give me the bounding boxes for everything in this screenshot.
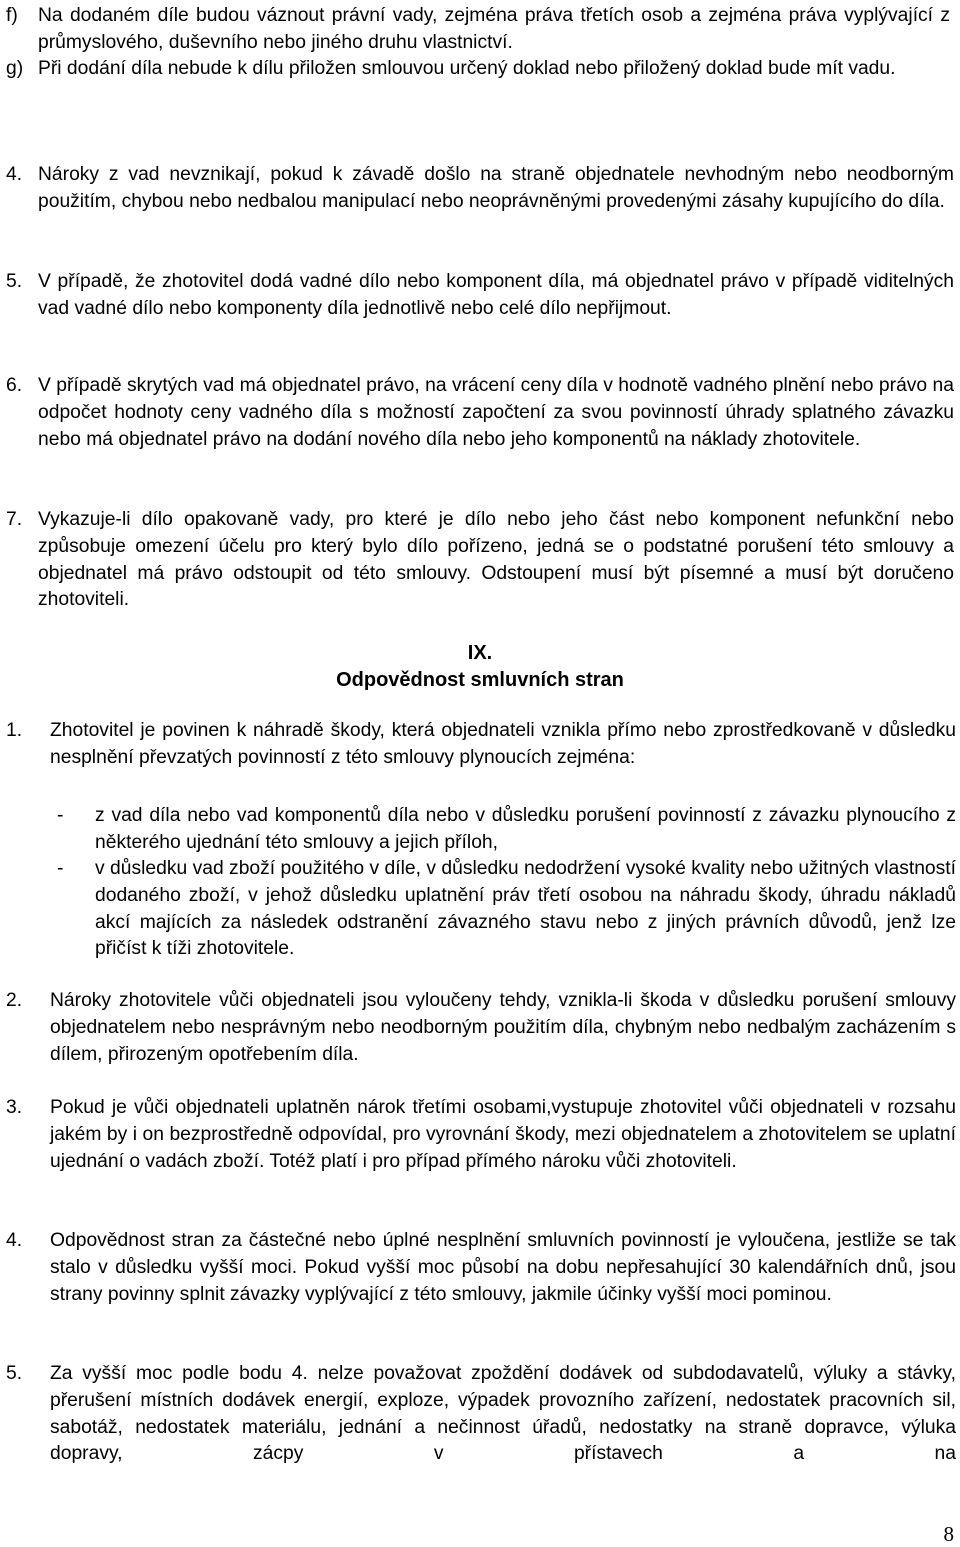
clause-7 bbox=[6, 507, 954, 614]
clause-text: Odpovědnost stran za částečné nebo úplné nesplnění smluvních povinností je vyloučena, jestliže se tak stalo v důsledku vyšší moci. Pokud vyšší moc působí na dobu nepřesahující 30 kalendářních dnů, jsou strany povinny splnit závazky vyplývající z této smlouvy, jakmile účinky vyšší moci pominou. bbox=[50, 1230, 956, 1305]
clause-ix-4 bbox=[6, 1228, 956, 1308]
bullet-item bbox=[57, 803, 956, 857]
list-item-text: Na dodaném díle budou váznout právní vady, zejména práva třetích osob a zejména práva vyplývající z průmyslového, duševního nebo jiného druhu vlastnictví. bbox=[38, 5, 950, 53]
section-number: IX. bbox=[467, 642, 493, 664]
clause-text: Nároky z vad nevznikají, pokud k závadě došlo na straně objednatele nevhodným nebo neodborným použitím, chybou nebo nedbalou manipulací nebo neoprávněnými provedenými zásahy kupujícího do díla. bbox=[38, 164, 954, 212]
clause-number: 1. bbox=[6, 720, 23, 741]
section-title: Odpovědnost smluvních stran bbox=[336, 669, 624, 691]
clause-4 bbox=[6, 162, 954, 216]
bullet-text: z vad díla nebo vad komponentů díla nebo v důsledku porušení povinností z závazku plynoucího z některého ujednání této smlouvy a jejich příloh, bbox=[95, 805, 956, 853]
clause-text: Nároky zhotovitele vůči objednateli jsou vyloučeny tehdy, vznikla-li škoda v důsledku porušení smlouvy objednatelem nebo nesprávným nebo neodborným použitím díla, chybným nebo nedbalým zacházením s dílem, přirozeným opotřebením díla. bbox=[50, 990, 956, 1065]
clause-text: V případě, že zhotovitel dodá vadné dílo nebo komponent díla, má objednatel právo v případě viditelných vad vadné dílo nebo komponenty díla jednotlivě nebo celé dílo nepřijmout. bbox=[38, 271, 954, 319]
clause-text: Zhotovitel je povinen k náhradě škody, která objednateli vznikla přímo nebo zprostředkovaně v důsledku nesplnění převzatých povinností z této smlouvy plynoucích zejména: bbox=[50, 720, 956, 768]
bullet-text: v důsledku vad zboží použitého v díle, v důsledku nedodržení vysoké kvality nebo užitných vlastností dodaného zboží, v jehož důsledku uplatnění práv třetí osobou na náhradu škody, úhradu nákladů akcí majících za následek odstranění závazného stavu nebo z jiných právních důvodů, jenž lze přičíst k tíži zhotovitele. bbox=[95, 858, 956, 960]
clause-number: 4. bbox=[6, 164, 23, 185]
clause-text: Vykazuje-li dílo opakovaně vady, pro které je dílo nebo jeho část nebo komponent nefunkční nebo způsobuje omezení účelu pro který bylo dílo pořízeno, jedná se o podstatné porušení této smlouvy a objednatel má právo odstoupit od této smlouvy. Odstoupení musí být písemné a musí být doručeno zhotoviteli. bbox=[38, 509, 954, 611]
bullet-dash: - bbox=[57, 858, 64, 879]
clause-number: 7. bbox=[6, 509, 23, 530]
clause-5 bbox=[6, 269, 954, 323]
clause-ix-2 bbox=[6, 988, 956, 1068]
clause-ix-3 bbox=[6, 1095, 956, 1175]
bullet-item bbox=[57, 856, 956, 963]
clause-number: 5. bbox=[6, 1363, 23, 1384]
clause-ix-1 bbox=[6, 718, 956, 772]
page-number: 8 bbox=[943, 1522, 954, 1546]
clause-text: Pokud je vůči objednateli uplatněn nárok třetími osobami,vystupuje zhotovitel vůči objednateli v rozsahu jakém by i on bezprostředně odpovídal, pro vyrovnání škody, mezi objednatelem a zhotovitelem se uplatní ujednání o vadách zboží. Totéž platí i pro případ přímého nároku vůči zhotoviteli. bbox=[50, 1097, 956, 1172]
clause-number: 5. bbox=[6, 271, 23, 292]
clause-ix-5 bbox=[6, 1361, 956, 1468]
list-item-f bbox=[6, 3, 950, 57]
clause-number: 4. bbox=[6, 1230, 23, 1251]
list-item-g bbox=[6, 56, 950, 83]
bullet-dash: - bbox=[57, 805, 64, 826]
list-item-label: f) bbox=[6, 5, 18, 26]
clause-text: V případě skrytých vad má objednatel právo, na vrácení ceny díla v hodnotě vadného plnění nebo právo na odpočet hodnoty ceny vadného díla s možností započtení za svou povinností úhrady splatného závazku nebo má objednatel právo na dodání nového díla nebo jeho komponentů na náklady zhotovitele. bbox=[38, 375, 954, 450]
clause-number: 2. bbox=[6, 990, 23, 1011]
list-item-text: Při dodání díla nebude k dílu přiložen smlouvou určený doklad nebo přiložený doklad bude mít vadu. bbox=[38, 58, 896, 79]
clause-text: Za vyšší moc podle bodu 4. nelze považovat zpoždění dodávek od subdodavatelů, výluky a stávky, přerušení místních dodávek energií, exploze, výpadek provozního zařízení, nedostatek pracovních sil, sabotáž, nedostatek materiálu, jednání a nečinnost úřadů, nedostatky na straně dopravce, výluka dopravy, zácpy v přístavech a na bbox=[50, 1363, 956, 1465]
clause-6 bbox=[6, 373, 954, 453]
clause-number: 6. bbox=[6, 375, 23, 396]
list-item-label: g) bbox=[6, 58, 24, 79]
clause-number: 3. bbox=[6, 1097, 23, 1118]
